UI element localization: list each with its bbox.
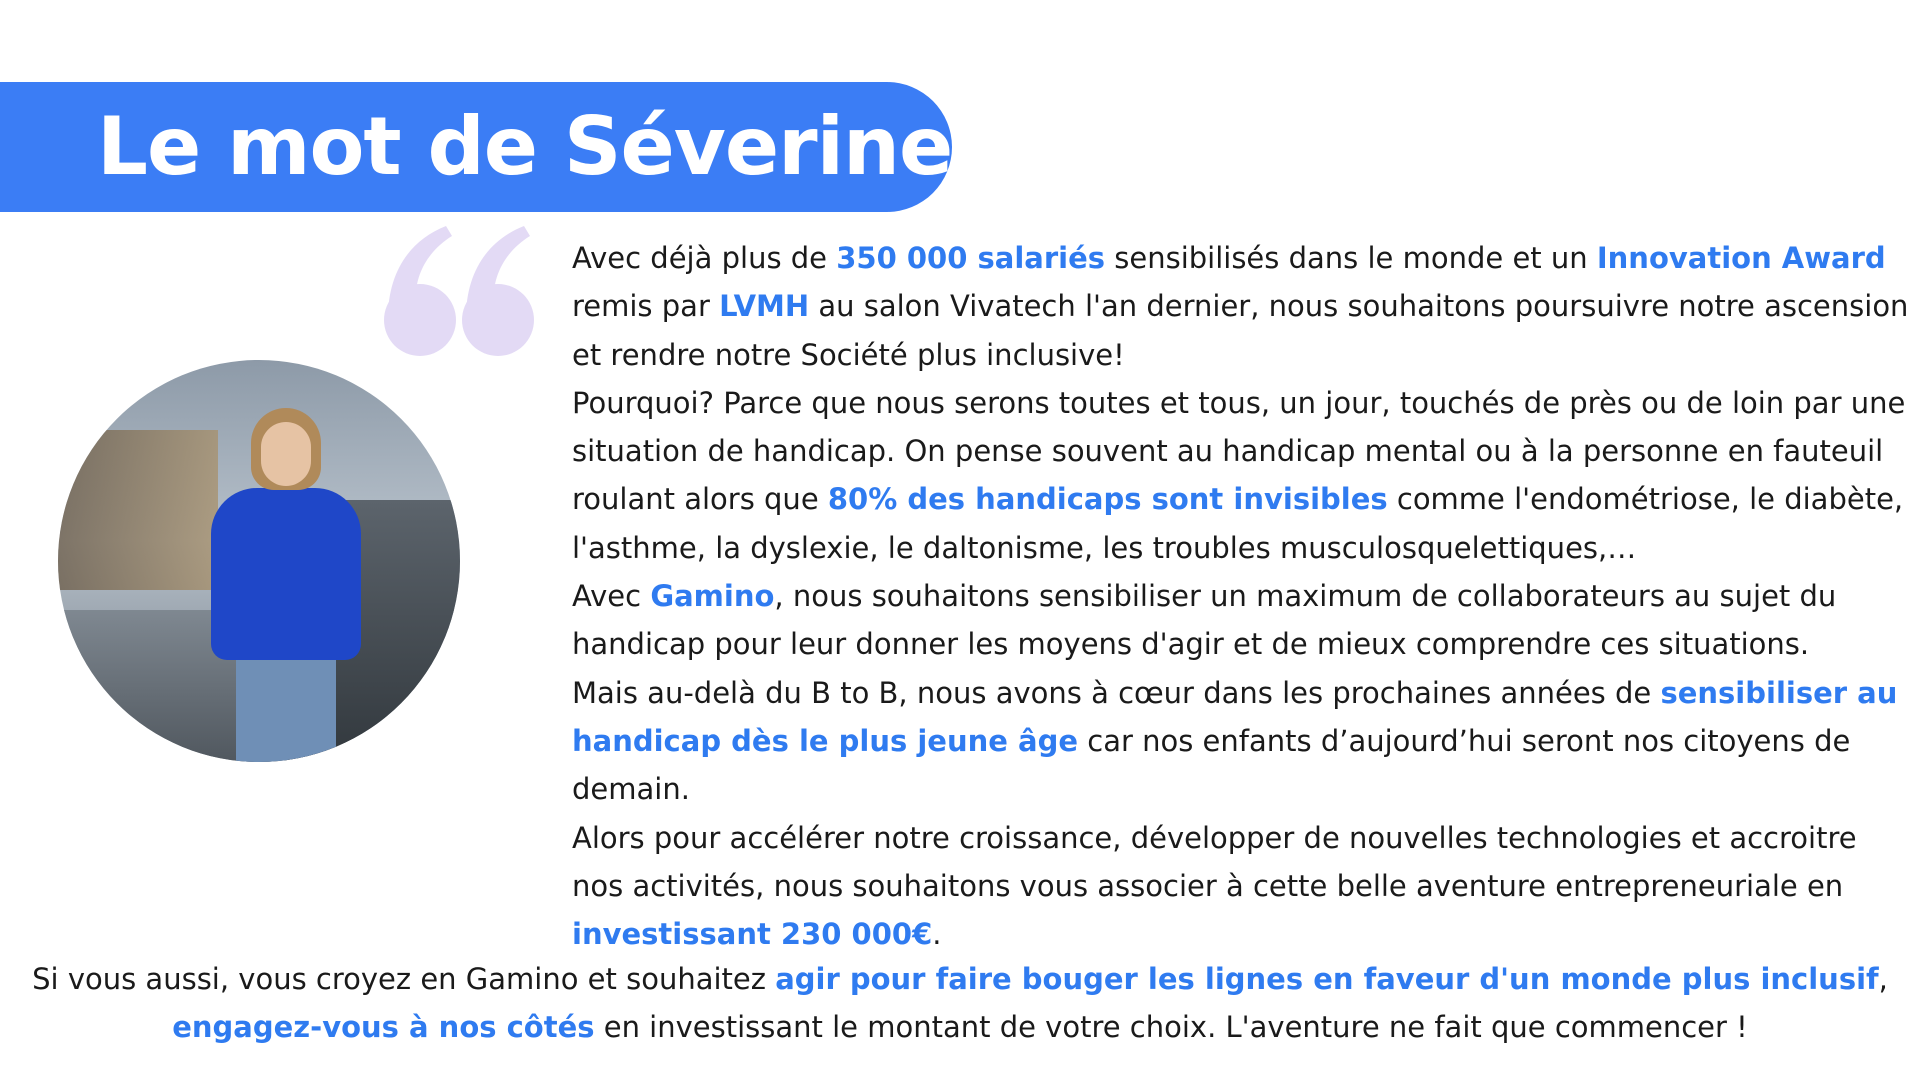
- text-segment: Pourquoi? Parce que nous serons toutes et tous, un jour, touchés de près ou de loin par une situation de handicap. On pense souvent au handicap mental ou à la personne en fauteuil roulant alors que: [572, 385, 1906, 517]
- paragraph-investment: [572, 814, 1917, 959]
- highlight-employees: 350 000 salariés: [836, 241, 1106, 275]
- highlight-award: Innovation Award: [1596, 241, 1886, 275]
- text-segment: Mais au-delà du B to B, nous avons à cœur dans les prochaines années de: [572, 675, 1661, 710]
- highlight-invisible: 80% des handicaps sont invisibles: [827, 482, 1388, 517]
- highlight-gamino: Gamino: [650, 579, 775, 614]
- highlight-amount: investissant 230 000€: [572, 917, 933, 952]
- quote-mark-icon: [380, 222, 540, 362]
- paragraph-intro: [572, 234, 1917, 379]
- paragraph-b2b: [572, 669, 1917, 814]
- text-segment: Alors pour accélérer notre croissance, développer de nouvelles technologies et accroitre nos activités, nous souhaitons vous associer à cette belle aventure entrepreneuriale en: [572, 820, 1857, 903]
- closing-line-2: [20, 1003, 1900, 1051]
- message-body: [572, 234, 1917, 958]
- text-segment: car nos enfants d’aujourd’hui seront nos citoyens de demain.: [572, 723, 1851, 807]
- text-segment: sensibilisés dans le monde et un: [1105, 241, 1597, 275]
- text-segment: remis par: [572, 289, 720, 324]
- text-segment: au salon Vivatech l'an dernier, nous souhaitons poursuivre notre ascension et rendre notre Société plus inclusive!: [572, 289, 1909, 372]
- text-segment: ,: [1878, 962, 1888, 996]
- highlight-inclusive-world: agir pour faire bouger les lignes en faveur d'un monde plus inclusif: [775, 962, 1879, 996]
- portrait-photo: [58, 360, 460, 762]
- photo-person-body: [211, 488, 361, 660]
- text-segment: comme l'endométriose, le diabète, l'asthme, la dyslexie, le daltonisme, les troubles musculosquelettiques,…: [572, 482, 1904, 565]
- photo-person-legs: [236, 650, 336, 762]
- closing-line-1: [20, 955, 1900, 1003]
- text-segment: Avec: [572, 579, 651, 614]
- title-banner: [0, 82, 952, 212]
- highlight-engage: engagez-vous à nos côtés: [172, 1010, 595, 1044]
- closing-statement: [20, 955, 1900, 1051]
- text-segment: .: [932, 917, 942, 952]
- paragraph-gamino: [572, 572, 1917, 669]
- photo-background-shelf: [58, 430, 218, 590]
- highlight-youth: sensibiliser au handicap dès le plus jeune âge: [572, 675, 1898, 758]
- page-title: Le mot de Séverine: [97, 100, 953, 193]
- text-segment: Avec déjà plus de: [572, 241, 837, 275]
- text-segment: Si vous aussi, vous croyez en Gamino et souhaitez: [32, 962, 776, 996]
- highlight-lvmh: LVMH: [719, 289, 810, 324]
- text-segment: , nous souhaitons sensibiliser un maximum de collaborateurs au sujet du handicap pour leur donner les moyens d'agir et de mieux comprendre ces situations.: [572, 579, 1837, 662]
- photo-person-face: [261, 422, 311, 486]
- paragraph-why: [572, 379, 1917, 572]
- text-segment: en investissant le montant de votre choix. L'aventure ne fait que commencer !: [594, 1010, 1748, 1044]
